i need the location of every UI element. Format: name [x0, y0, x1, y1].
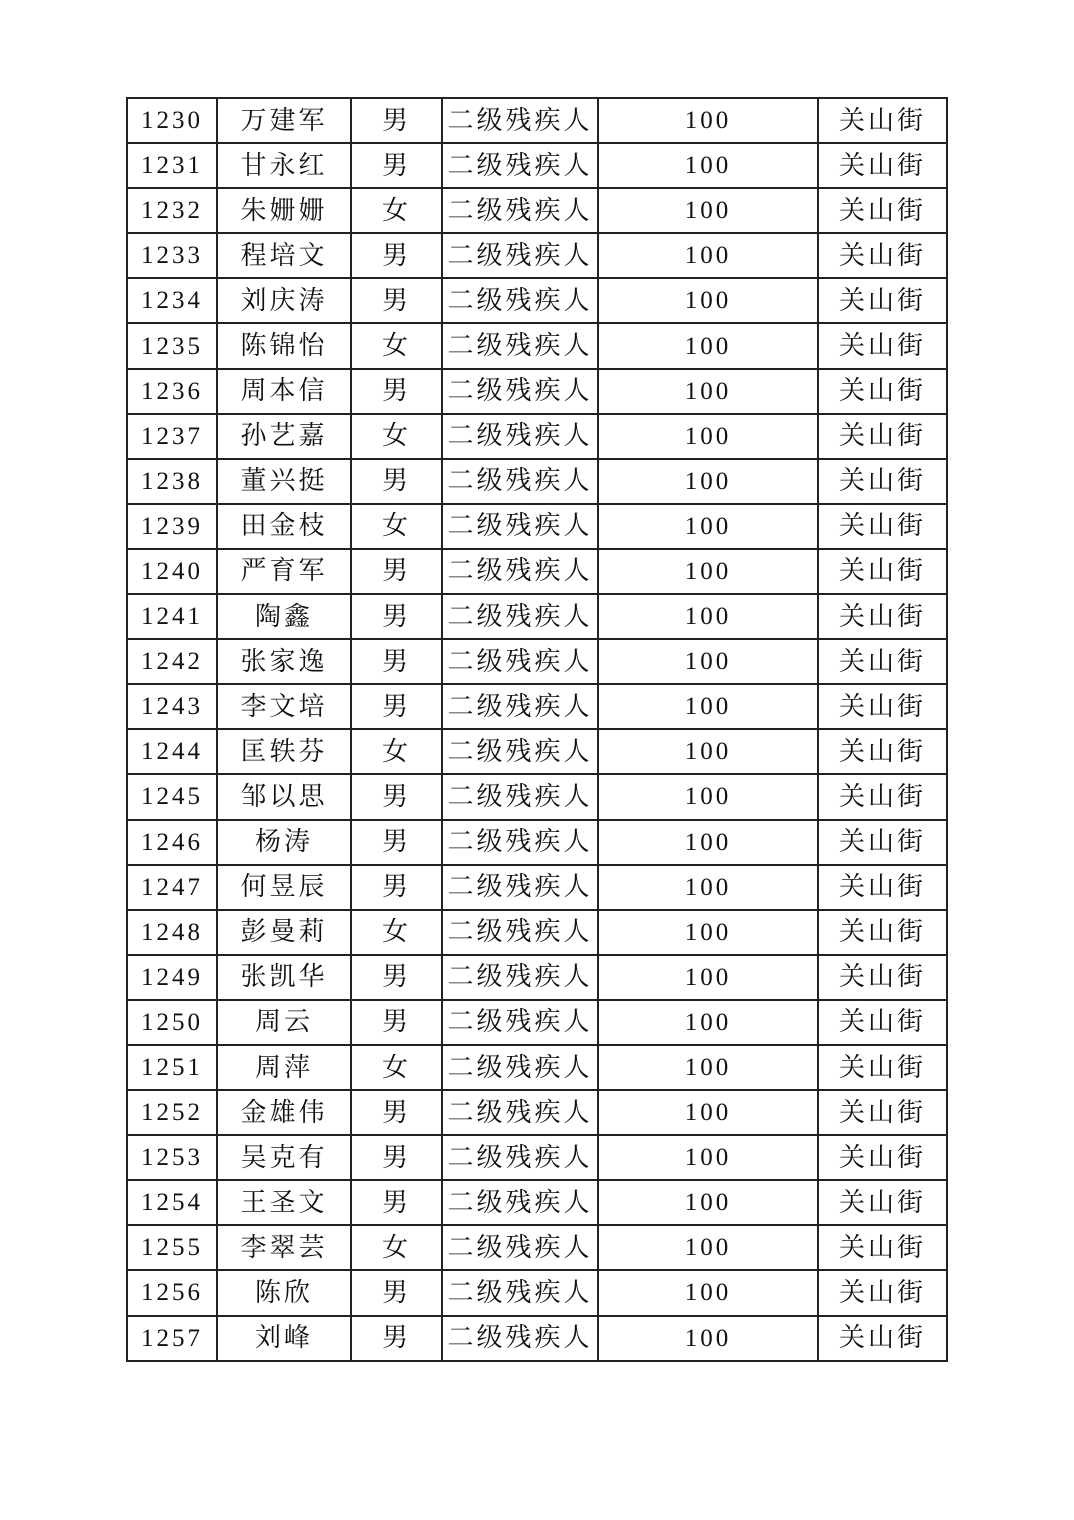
cell-area: 关山街 [818, 414, 947, 459]
cell-serial-number: 1252 [127, 1090, 217, 1135]
cell-gender: 女 [351, 188, 442, 233]
cell-gender: 男 [351, 1316, 442, 1361]
cell-name: 刘峰 [217, 1316, 351, 1361]
cell-amount: 100 [598, 684, 818, 729]
cell-category: 二级残疾人 [442, 323, 598, 368]
cell-area: 关山街 [818, 1316, 947, 1361]
cell-name: 严育军 [217, 549, 351, 594]
cell-amount: 100 [598, 865, 818, 910]
cell-gender: 男 [351, 369, 442, 414]
cell-name: 匡轶芬 [217, 729, 351, 774]
cell-serial-number: 1256 [127, 1270, 217, 1315]
cell-gender: 男 [351, 1180, 442, 1225]
cell-name: 张凯华 [217, 955, 351, 1000]
cell-category: 二级残疾人 [442, 684, 598, 729]
cell-name: 吴克有 [217, 1135, 351, 1180]
cell-category: 二级残疾人 [442, 729, 598, 774]
cell-area: 关山街 [818, 233, 947, 278]
table-row [127, 414, 947, 459]
cell-serial-number: 1239 [127, 504, 217, 549]
cell-area: 关山街 [818, 1225, 947, 1270]
cell-amount: 100 [598, 820, 818, 865]
cell-amount: 100 [598, 639, 818, 684]
cell-area: 关山街 [818, 729, 947, 774]
cell-serial-number: 1250 [127, 1000, 217, 1045]
cell-amount: 100 [598, 594, 818, 639]
cell-gender: 女 [351, 1045, 442, 1090]
cell-amount: 100 [598, 1316, 818, 1361]
cell-category: 二级残疾人 [442, 1045, 598, 1090]
table-row [127, 865, 947, 910]
cell-name: 程培文 [217, 233, 351, 278]
cell-amount: 100 [598, 504, 818, 549]
cell-category: 二级残疾人 [442, 910, 598, 955]
cell-area: 关山街 [818, 1000, 947, 1045]
cell-category: 二级残疾人 [442, 504, 598, 549]
cell-category: 二级残疾人 [442, 188, 598, 233]
cell-name: 周云 [217, 1000, 351, 1045]
cell-category: 二级残疾人 [442, 98, 598, 143]
table-row [127, 684, 947, 729]
cell-gender: 男 [351, 1135, 442, 1180]
table-row [127, 1045, 947, 1090]
cell-name: 周萍 [217, 1045, 351, 1090]
cell-area: 关山街 [818, 323, 947, 368]
cell-name: 彭曼莉 [217, 910, 351, 955]
cell-amount: 100 [598, 369, 818, 414]
cell-serial-number: 1240 [127, 549, 217, 594]
cell-amount: 100 [598, 1090, 818, 1135]
cell-category: 二级残疾人 [442, 639, 598, 684]
table-row [127, 459, 947, 504]
cell-gender: 男 [351, 459, 442, 504]
cell-gender: 女 [351, 1225, 442, 1270]
cell-gender: 男 [351, 639, 442, 684]
cell-area: 关山街 [818, 774, 947, 819]
cell-serial-number: 1242 [127, 639, 217, 684]
cell-gender: 男 [351, 143, 442, 188]
cell-gender: 男 [351, 594, 442, 639]
cell-category: 二级残疾人 [442, 459, 598, 504]
cell-serial-number: 1233 [127, 233, 217, 278]
cell-gender: 女 [351, 323, 442, 368]
cell-category: 二级残疾人 [442, 143, 598, 188]
table-row [127, 955, 947, 1000]
cell-area: 关山街 [818, 594, 947, 639]
cell-name: 周本信 [217, 369, 351, 414]
cell-serial-number: 1246 [127, 820, 217, 865]
cell-serial-number: 1234 [127, 278, 217, 323]
table-row [127, 1225, 947, 1270]
table-row [127, 639, 947, 684]
cell-name: 李翠芸 [217, 1225, 351, 1270]
cell-amount: 100 [598, 910, 818, 955]
cell-amount: 100 [598, 955, 818, 1000]
cell-name: 朱姗姗 [217, 188, 351, 233]
cell-name: 金雄伟 [217, 1090, 351, 1135]
table-row [127, 1180, 947, 1225]
cell-gender: 男 [351, 955, 442, 1000]
cell-category: 二级残疾人 [442, 1225, 598, 1270]
cell-amount: 100 [598, 233, 818, 278]
table-row [127, 1135, 947, 1180]
cell-gender: 男 [351, 865, 442, 910]
table-row [127, 729, 947, 774]
cell-amount: 100 [598, 549, 818, 594]
cell-area: 关山街 [818, 955, 947, 1000]
cell-serial-number: 1245 [127, 774, 217, 819]
cell-category: 二级残疾人 [442, 1270, 598, 1315]
cell-serial-number: 1249 [127, 955, 217, 1000]
cell-area: 关山街 [818, 865, 947, 910]
cell-name: 王圣文 [217, 1180, 351, 1225]
table-row [127, 323, 947, 368]
cell-name: 杨涛 [217, 820, 351, 865]
cell-area: 关山街 [818, 1090, 947, 1135]
cell-name: 邹以思 [217, 774, 351, 819]
cell-serial-number: 1254 [127, 1180, 217, 1225]
cell-serial-number: 1236 [127, 369, 217, 414]
cell-name: 甘永红 [217, 143, 351, 188]
cell-amount: 100 [598, 414, 818, 459]
cell-gender: 男 [351, 98, 442, 143]
cell-name: 陈欣 [217, 1270, 351, 1315]
cell-amount: 100 [598, 1135, 818, 1180]
cell-serial-number: 1235 [127, 323, 217, 368]
cell-amount: 100 [598, 323, 818, 368]
cell-category: 二级残疾人 [442, 955, 598, 1000]
cell-serial-number: 1238 [127, 459, 217, 504]
cell-amount: 100 [598, 459, 818, 504]
table-row [127, 549, 947, 594]
cell-gender: 男 [351, 774, 442, 819]
cell-gender: 男 [351, 1090, 442, 1135]
cell-gender: 男 [351, 1000, 442, 1045]
cell-area: 关山街 [818, 684, 947, 729]
cell-amount: 100 [598, 278, 818, 323]
cell-category: 二级残疾人 [442, 1090, 598, 1135]
cell-name: 田金枝 [217, 504, 351, 549]
cell-gender: 男 [351, 1270, 442, 1315]
cell-serial-number: 1237 [127, 414, 217, 459]
cell-gender: 女 [351, 414, 442, 459]
cell-area: 关山街 [818, 1135, 947, 1180]
cell-serial-number: 1255 [127, 1225, 217, 1270]
cell-name: 张家逸 [217, 639, 351, 684]
cell-name: 陶鑫 [217, 594, 351, 639]
cell-serial-number: 1243 [127, 684, 217, 729]
table-row [127, 233, 947, 278]
cell-serial-number: 1244 [127, 729, 217, 774]
cell-area: 关山街 [818, 910, 947, 955]
cell-gender: 男 [351, 233, 442, 278]
cell-category: 二级残疾人 [442, 865, 598, 910]
cell-area: 关山街 [818, 820, 947, 865]
cell-area: 关山街 [818, 1270, 947, 1315]
cell-category: 二级残疾人 [442, 820, 598, 865]
cell-category: 二级残疾人 [442, 1135, 598, 1180]
cell-area: 关山街 [818, 143, 947, 188]
cell-amount: 100 [598, 1000, 818, 1045]
cell-gender: 男 [351, 820, 442, 865]
roster-table [126, 97, 948, 1362]
cell-serial-number: 1251 [127, 1045, 217, 1090]
cell-category: 二级残疾人 [442, 1000, 598, 1045]
cell-amount: 100 [598, 188, 818, 233]
table-row [127, 369, 947, 414]
cell-category: 二级残疾人 [442, 549, 598, 594]
cell-gender: 女 [351, 729, 442, 774]
cell-amount: 100 [598, 1270, 818, 1315]
table-row [127, 1270, 947, 1315]
cell-amount: 100 [598, 774, 818, 819]
cell-gender: 男 [351, 684, 442, 729]
cell-category: 二级残疾人 [442, 233, 598, 278]
cell-category: 二级残疾人 [442, 594, 598, 639]
cell-amount: 100 [598, 143, 818, 188]
table-row [127, 143, 947, 188]
table-row [127, 98, 947, 143]
cell-gender: 女 [351, 910, 442, 955]
cell-amount: 100 [598, 1180, 818, 1225]
cell-gender: 男 [351, 278, 442, 323]
cell-name: 李文培 [217, 684, 351, 729]
table-row [127, 1000, 947, 1045]
cell-amount: 100 [598, 98, 818, 143]
cell-area: 关山街 [818, 1045, 947, 1090]
cell-name: 何昱辰 [217, 865, 351, 910]
cell-category: 二级残疾人 [442, 278, 598, 323]
cell-serial-number: 1247 [127, 865, 217, 910]
cell-area: 关山街 [818, 639, 947, 684]
cell-category: 二级残疾人 [442, 1180, 598, 1225]
cell-amount: 100 [598, 1045, 818, 1090]
table-row [127, 1090, 947, 1135]
cell-area: 关山街 [818, 549, 947, 594]
cell-serial-number: 1253 [127, 1135, 217, 1180]
cell-gender: 女 [351, 504, 442, 549]
cell-name: 陈锦怡 [217, 323, 351, 368]
cell-serial-number: 1241 [127, 594, 217, 639]
cell-serial-number: 1231 [127, 143, 217, 188]
cell-amount: 100 [598, 729, 818, 774]
cell-area: 关山街 [818, 504, 947, 549]
cell-category: 二级残疾人 [442, 369, 598, 414]
cell-area: 关山街 [818, 1180, 947, 1225]
cell-area: 关山街 [818, 98, 947, 143]
cell-area: 关山街 [818, 459, 947, 504]
table-row [127, 188, 947, 233]
cell-area: 关山街 [818, 369, 947, 414]
cell-area: 关山街 [818, 278, 947, 323]
cell-name: 万建军 [217, 98, 351, 143]
cell-serial-number: 1230 [127, 98, 217, 143]
table-row [127, 278, 947, 323]
cell-gender: 男 [351, 549, 442, 594]
cell-serial-number: 1232 [127, 188, 217, 233]
cell-category: 二级残疾人 [442, 774, 598, 819]
table-row [127, 1316, 947, 1361]
table-row [127, 594, 947, 639]
cell-serial-number: 1248 [127, 910, 217, 955]
cell-amount: 100 [598, 1225, 818, 1270]
cell-name: 董兴挺 [217, 459, 351, 504]
table-row [127, 910, 947, 955]
roster-body [127, 98, 947, 1361]
cell-category: 二级残疾人 [442, 1316, 598, 1361]
table-row [127, 504, 947, 549]
cell-category: 二级残疾人 [442, 414, 598, 459]
table-row [127, 820, 947, 865]
cell-name: 孙艺嘉 [217, 414, 351, 459]
cell-name: 刘庆涛 [217, 278, 351, 323]
cell-serial-number: 1257 [127, 1316, 217, 1361]
table-row [127, 774, 947, 819]
cell-area: 关山街 [818, 188, 947, 233]
